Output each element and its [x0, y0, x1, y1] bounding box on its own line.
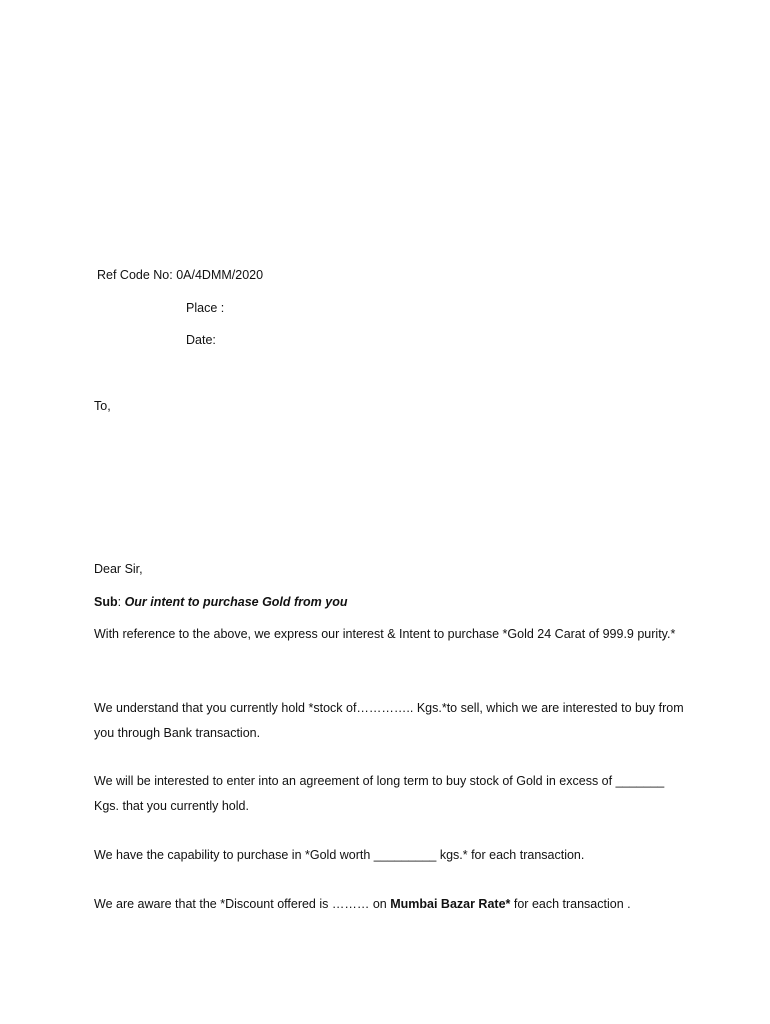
paragraph-5-prefix: We are aware that the *Discount offered is ……… on	[94, 897, 391, 911]
paragraph-3: We will be interested to enter into an agreement of long term to buy stock of Gold in excess of _______ Kgs. that you currently hold.	[94, 774, 665, 813]
paragraph-5	[94, 892, 684, 917]
ref-code: Ref Code No: 0A/4DMM/2020	[97, 268, 264, 282]
subject-separator: :	[117, 595, 125, 609]
paragraph-5-rate: Mumbai Bazar Rate*	[390, 897, 511, 911]
subject-line	[94, 594, 348, 610]
salutation: Dear Sir,	[94, 562, 143, 576]
subject-text: Our intent to purchase Gold from you	[124, 595, 348, 609]
paragraph-5-suffix: for each transaction .	[510, 897, 631, 911]
date-label: Date:	[186, 333, 216, 347]
to-label: To,	[94, 399, 111, 413]
paragraph-1: With reference to the above, we express our interest & Intent to purchase *Gold 24 Carat of 999.9 purity.*	[94, 627, 676, 641]
place-label: Place :	[186, 301, 225, 315]
paragraph-2: We understand that you currently hold *stock of………….. Kgs.*to sell, which we are interested to buy from you through Bank transaction.	[94, 701, 684, 740]
paragraph-4: We have the capability to purchase in *Gold worth _________ kgs.* for each transaction.	[94, 848, 585, 862]
subject-label: Sub	[94, 595, 118, 609]
